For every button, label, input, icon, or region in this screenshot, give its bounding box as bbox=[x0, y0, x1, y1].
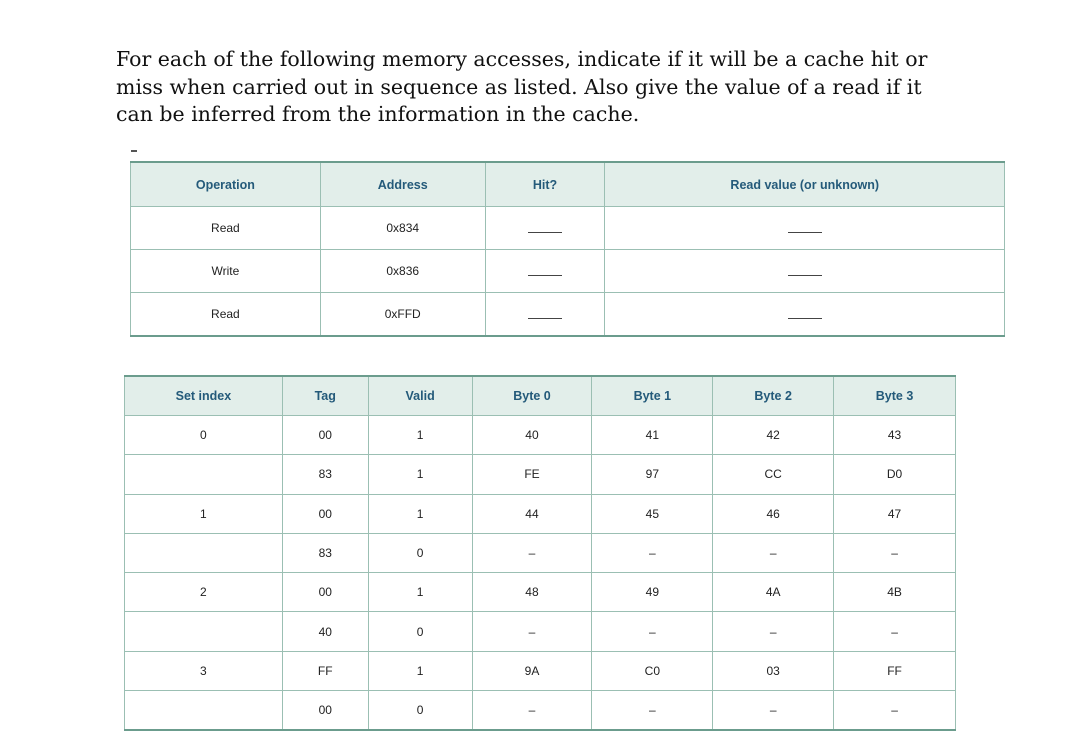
address-cell: 0xFFD bbox=[320, 293, 485, 336]
tag-cell: 00 bbox=[282, 691, 368, 730]
byte-1-cell: C0 bbox=[592, 651, 713, 690]
cache-contents-table bbox=[124, 375, 956, 731]
valid-cell: 0 bbox=[368, 612, 472, 651]
hit-answer-blank[interactable] bbox=[485, 293, 605, 336]
byte-2-cell: CC bbox=[713, 455, 834, 494]
tag-cell: 00 bbox=[282, 573, 368, 612]
cache-row bbox=[125, 494, 956, 533]
cache-row bbox=[125, 416, 956, 455]
cache-table-body bbox=[125, 416, 956, 730]
byte-0-cell: 9A bbox=[472, 651, 592, 690]
cache-row bbox=[125, 455, 956, 494]
question-prompt: For each of the following memory accesses, indicate if it will be a cache hit or miss when carried out in sequence as listed. Also give the value of a read if it can be inferred from the information in the cache. bbox=[116, 47, 928, 126]
answer-line bbox=[528, 267, 562, 276]
byte-2-cell: 42 bbox=[713, 416, 834, 455]
set-index-cell: 2 bbox=[125, 573, 283, 612]
byte-1-cell: – bbox=[592, 691, 713, 730]
operation-cell: Write bbox=[131, 250, 321, 293]
byte-2-cell: 4A bbox=[713, 573, 834, 612]
byte-1-cell: – bbox=[592, 612, 713, 651]
answer-line bbox=[528, 224, 562, 233]
byte-1-cell: 41 bbox=[592, 416, 713, 455]
byte-3-cell: FF bbox=[834, 651, 956, 690]
set-index-cell bbox=[125, 455, 283, 494]
byte-0-cell: 40 bbox=[472, 416, 592, 455]
cache-row bbox=[125, 573, 956, 612]
byte-1-cell: 45 bbox=[592, 494, 713, 533]
operation-cell: Read bbox=[131, 293, 321, 336]
byte-1-cell: 97 bbox=[592, 455, 713, 494]
answer-line bbox=[528, 310, 562, 319]
byte-3-cell: 47 bbox=[834, 494, 956, 533]
byte-0-cell: 44 bbox=[472, 494, 592, 533]
answer-line bbox=[788, 310, 822, 319]
byte-3-cell: 4B bbox=[834, 573, 956, 612]
header-byte-1: Byte 1 bbox=[592, 376, 713, 416]
byte-3-cell: – bbox=[834, 533, 956, 572]
tag-cell: 00 bbox=[282, 416, 368, 455]
ops-row bbox=[131, 293, 1005, 336]
header-tag: Tag bbox=[282, 376, 368, 416]
cache-row bbox=[125, 612, 956, 651]
cache-row bbox=[125, 533, 956, 572]
read-value-answer-blank[interactable] bbox=[605, 207, 1005, 250]
header-address: Address bbox=[320, 162, 485, 207]
byte-2-cell: 03 bbox=[713, 651, 834, 690]
address-cell: 0x834 bbox=[320, 207, 485, 250]
byte-2-cell: – bbox=[713, 691, 834, 730]
set-index-cell: 3 bbox=[125, 651, 283, 690]
tag-cell: FF bbox=[282, 651, 368, 690]
valid-cell: 1 bbox=[368, 651, 472, 690]
byte-3-cell: – bbox=[834, 691, 956, 730]
header-byte-3: Byte 3 bbox=[834, 376, 956, 416]
byte-0-cell: – bbox=[472, 612, 592, 651]
memory-access-table bbox=[130, 161, 1005, 337]
byte-1-cell: 49 bbox=[592, 573, 713, 612]
tag-cell: 40 bbox=[282, 612, 368, 651]
set-index-cell: 0 bbox=[125, 416, 283, 455]
hit-answer-blank[interactable] bbox=[485, 250, 605, 293]
stray-mark bbox=[131, 150, 137, 152]
byte-2-cell: 46 bbox=[713, 494, 834, 533]
byte-2-cell: – bbox=[713, 612, 834, 651]
valid-cell: 1 bbox=[368, 455, 472, 494]
tag-cell: 00 bbox=[282, 494, 368, 533]
ops-row bbox=[131, 250, 1005, 293]
set-index-cell bbox=[125, 691, 283, 730]
byte-0-cell: – bbox=[472, 691, 592, 730]
byte-0-cell: – bbox=[472, 533, 592, 572]
valid-cell: 1 bbox=[368, 573, 472, 612]
header-byte-2: Byte 2 bbox=[713, 376, 834, 416]
header-byte-0: Byte 0 bbox=[472, 376, 592, 416]
byte-0-cell: 48 bbox=[472, 573, 592, 612]
set-index-cell bbox=[125, 612, 283, 651]
answer-line bbox=[788, 267, 822, 276]
cache-row bbox=[125, 651, 956, 690]
answer-line bbox=[788, 224, 822, 233]
valid-cell: 0 bbox=[368, 533, 472, 572]
header-hit: Hit? bbox=[485, 162, 605, 207]
cache-header-row bbox=[125, 376, 956, 416]
tag-cell: 83 bbox=[282, 533, 368, 572]
header-read-value: Read value (or unknown) bbox=[605, 162, 1005, 207]
ops-row bbox=[131, 207, 1005, 250]
set-index-cell bbox=[125, 533, 283, 572]
set-index-cell: 1 bbox=[125, 494, 283, 533]
read-value-answer-blank[interactable] bbox=[605, 250, 1005, 293]
byte-3-cell: – bbox=[834, 612, 956, 651]
tag-cell: 83 bbox=[282, 455, 368, 494]
hit-answer-blank[interactable] bbox=[485, 207, 605, 250]
cache-row bbox=[125, 691, 956, 730]
ops-header-row bbox=[131, 162, 1005, 207]
byte-1-cell: – bbox=[592, 533, 713, 572]
header-operation: Operation bbox=[131, 162, 321, 207]
byte-2-cell: – bbox=[713, 533, 834, 572]
valid-cell: 1 bbox=[368, 416, 472, 455]
valid-cell: 0 bbox=[368, 691, 472, 730]
byte-3-cell: 43 bbox=[834, 416, 956, 455]
byte-0-cell: FE bbox=[472, 455, 592, 494]
read-value-answer-blank[interactable] bbox=[605, 293, 1005, 336]
header-valid: Valid bbox=[368, 376, 472, 416]
header-set-index: Set index bbox=[125, 376, 283, 416]
address-cell: 0x836 bbox=[320, 250, 485, 293]
byte-3-cell: D0 bbox=[834, 455, 956, 494]
valid-cell: 1 bbox=[368, 494, 472, 533]
operation-cell: Read bbox=[131, 207, 321, 250]
